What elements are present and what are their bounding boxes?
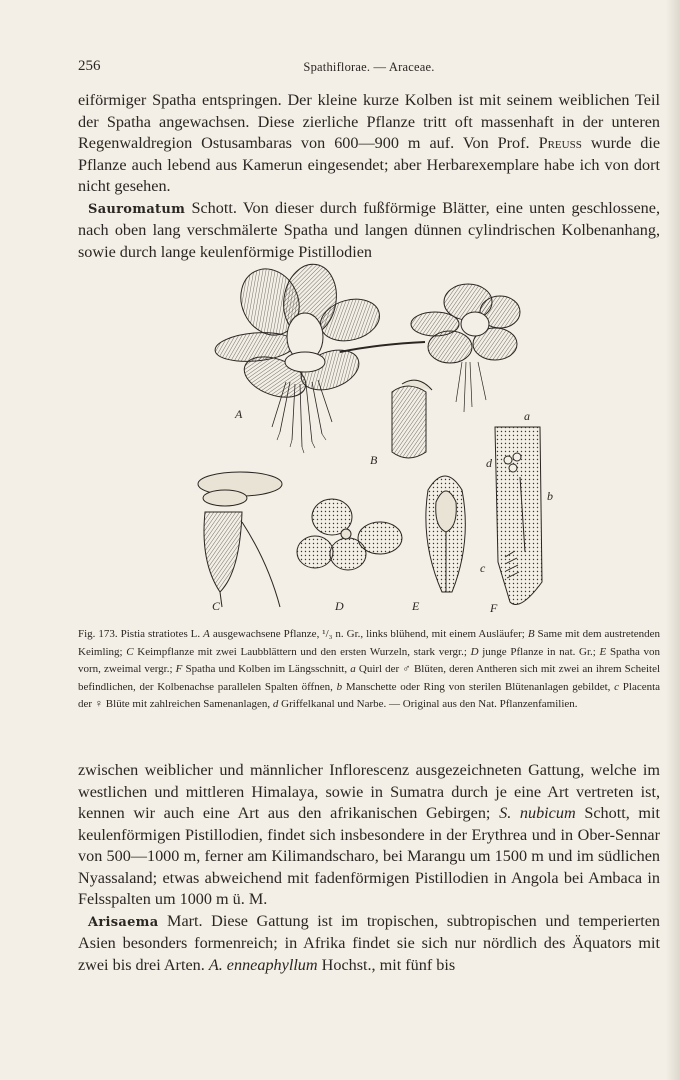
caption-text-f: Spatha und Kolben im Längsschnitt,: [185, 663, 348, 675]
caption-text-fc: Placenta der ♀ Blüte mit zahlreichen Samenanlagen,: [78, 680, 661, 710]
seed-b-drawing: [392, 380, 432, 458]
caption-label-fb: b: [336, 680, 343, 693]
caption-label-f: F: [175, 663, 183, 675]
caption-fig-number: Fig. 173.: [78, 628, 118, 640]
paragraph-2: [78, 198, 660, 264]
label-e: E: [412, 599, 420, 613]
caption-label-b: B: [527, 628, 535, 640]
label-small-d: d: [486, 456, 492, 470]
bottom-text-block: [78, 760, 660, 976]
paragraph-3-end: Schott, mit keulenförmigen Pistillodien, findet sich insbesondere in der Erythrea und in Ober-Sennar von 500—1000 m, ferner am Kilimandscharo, bei Marangu um 1500 m und im südlichen Nyassaland; etwas abweichend mit fadenförmigen Pistillodien in Angola bei Ambaca in Felsspalten um 1000 m ü. M.: [78, 804, 660, 908]
caption-text-fa: Quirl der ♂ Blüten, deren Antheren sich mit zwei an ihrem Scheitel befindlichen, der Kolbenachse parallelen Spalten öffnen,: [78, 663, 661, 693]
running-title: Spathiflorae. — Araceae.: [303, 60, 435, 74]
page-number: 256: [78, 58, 101, 74]
label-b: B: [370, 453, 378, 467]
paragraph-1-end: wurde die Pflanze auch lebend aus Kamerun eingesendet; aber Herbarexemplare habe ich von dort nicht gesehen.: [78, 134, 661, 195]
genus-arisaema: Arisaema: [88, 914, 159, 930]
paragraph-4: [78, 911, 660, 977]
plant-a-small-rosette: [411, 284, 520, 412]
label-small-b: b: [547, 489, 553, 503]
paragraph-1-text: eiförmiger Spatha entspringen. Der kleine kurze Kolben ist mit seinem weiblichen Teil der Spatha angewachsen. Diese zierliche Pflanze tritt oft massenhaft in der unteren Regenwaldregion Ostusambaras von 600—900 m auf. Von Prof.: [78, 91, 660, 152]
caption-text-fb: Manschette oder Ring von sterilen Blütenanlagen gebildet,: [345, 680, 611, 693]
label-a: A: [235, 407, 243, 421]
paragraph-4-text: Mart. Diese Gattung ist im tropischen, subtropischen und temperierten Asien besonders formenreich; in Afrika findet sie sich nur nördlich des Äquators mit zwei bis drei Arten.: [78, 911, 660, 974]
caption-label-e: E: [599, 645, 607, 658]
caption-text-d: junge Pflanze in nat. Gr.;: [482, 645, 596, 658]
top-text-block: [78, 90, 660, 263]
paragraph-3: [78, 760, 660, 911]
caption-label-a: A: [203, 628, 210, 640]
figure-caption: [78, 626, 660, 714]
caption-text-c: Keimpflanze mit zwei Laubblättern und den ersten Wurzeln, stark vergr.;: [137, 645, 467, 658]
caption-text-b: Same mit dem austretenden Keimling;: [78, 628, 661, 658]
species-s-nubicum: S. nubicum: [499, 804, 576, 822]
figure-173: [180, 262, 560, 622]
caption-label-fc: c: [614, 680, 620, 693]
section-f-drawing: [495, 427, 542, 605]
label-f: F: [490, 601, 498, 615]
label-d: D: [335, 599, 344, 613]
paragraph-1: [78, 90, 660, 198]
paragraph-3-text: zwischen weiblicher und männlicher Inflorescenz ausgezeichneten Gattung, welche im westlichen und mittleren Himalaya, sowie in Sumatra durch je eine Art vertreten ist, kennen wir auch eine Art aus den afrikanischen Gebirgen;: [78, 761, 660, 822]
paragraph-2-text: Schott. Von dieser durch fußförmige Blätter, eine unten geschlossene, nach oben lang verschmälerte Spatha und langen dünnen cylindrischen Kolbenanhang, sowie durch lange keulenförmige Pistillodien: [78, 198, 661, 261]
young-plant-d-drawing: [297, 499, 402, 570]
caption-text-fd: Griffelkanal und Narbe. — Original aus den Nat. Pflanzenfamilien.: [281, 698, 578, 710]
caption-species: Pistia stratiotes L.: [120, 628, 201, 640]
caption-text-e: Spatha von vorn, zweimal vergr.;: [78, 645, 661, 675]
page-edge-shadow: [666, 0, 680, 1080]
running-head: [78, 58, 660, 78]
caption-label-fd: d: [272, 698, 279, 710]
caption-label-fa: a: [350, 663, 356, 675]
pistia-illustration: [180, 262, 560, 622]
caption-label-c: C: [126, 645, 134, 658]
caption-text-a: ausgewachsene Pflanze, ¹/₃ n. Gr., links blühend, mit einem Ausläufer;: [212, 628, 525, 640]
paragraph-4-end: Hochst., mit fünf bis: [321, 955, 456, 974]
spatha-e-drawing: [426, 476, 465, 592]
label-small-a: a: [524, 409, 530, 423]
label-small-c: c: [480, 561, 486, 575]
species-a-enneaphyllum: A. enneaphyllum: [208, 955, 318, 974]
genus-sauromatum: Sauromatum: [88, 201, 186, 217]
seedling-c-drawing: [198, 472, 282, 607]
label-c: C: [212, 599, 221, 613]
author-preuss: Preuss: [538, 134, 582, 152]
caption-label-d: D: [470, 645, 479, 658]
